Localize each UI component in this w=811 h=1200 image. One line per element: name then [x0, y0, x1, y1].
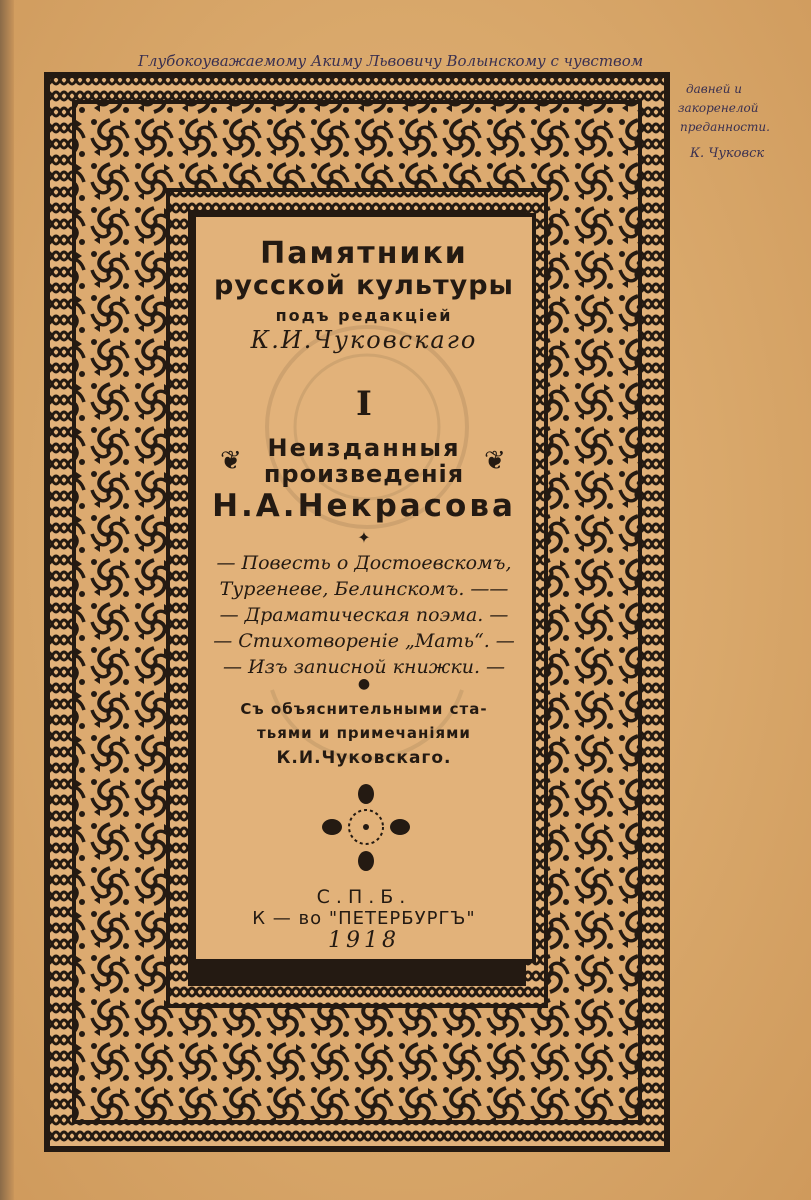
work-title-line-1: Неизданныя [267, 434, 461, 462]
dedication-line-2: давней и [686, 82, 743, 96]
contents-line-1: — Повесть о Достоевскомъ, [216, 552, 512, 574]
divider-ornament: ✦ [357, 528, 371, 547]
notes-line-1: Съ объяснительными ста- [240, 700, 488, 718]
notes-line-3: К.И.Чуковскаго. [276, 748, 452, 768]
notes-line-2: тьями и примечаніями [257, 724, 471, 742]
contents-line-4: — Стихотвореніе „Мать“. — [213, 630, 515, 652]
contents-line-3: — Драматическая поэма. — [219, 604, 509, 626]
imprint-year: 1918 [328, 928, 400, 953]
signature: К. Чуковск [690, 146, 765, 161]
work-title-line-2: произведенія [263, 460, 465, 488]
imprint-city: С.П.Б. [316, 886, 412, 908]
contents-line-2: Тургеневе, Белинскомъ. —— [219, 578, 509, 600]
acorn-ornament [316, 780, 416, 875]
volume-number: I [356, 384, 372, 424]
dedication-line-3: закоренелой [678, 101, 759, 115]
author-name: Н.А.Некрасова [212, 488, 516, 524]
editor-name: К.И.Чуковскаго [250, 326, 478, 354]
dedication-line-4: преданности. [680, 120, 770, 134]
leaf-ornament-right: ❦ [484, 446, 506, 476]
editor-label: подъ редакціей [275, 306, 453, 325]
imprint-publisher: К — во "ПЕТЕРБУРГЪ" [252, 908, 476, 929]
dedication-line-1: Глубокоуважаемому Акиму Львовичу Волынскому с чувством [138, 52, 644, 70]
divider-dot: ● [357, 676, 371, 692]
series-title-line-2: русской культуры [214, 270, 514, 301]
series-title-line-1: Памятники [260, 236, 468, 271]
leaf-ornament-left: ❦ [220, 446, 242, 476]
contents-line-5: — Изъ записной книжки. — [222, 656, 506, 678]
